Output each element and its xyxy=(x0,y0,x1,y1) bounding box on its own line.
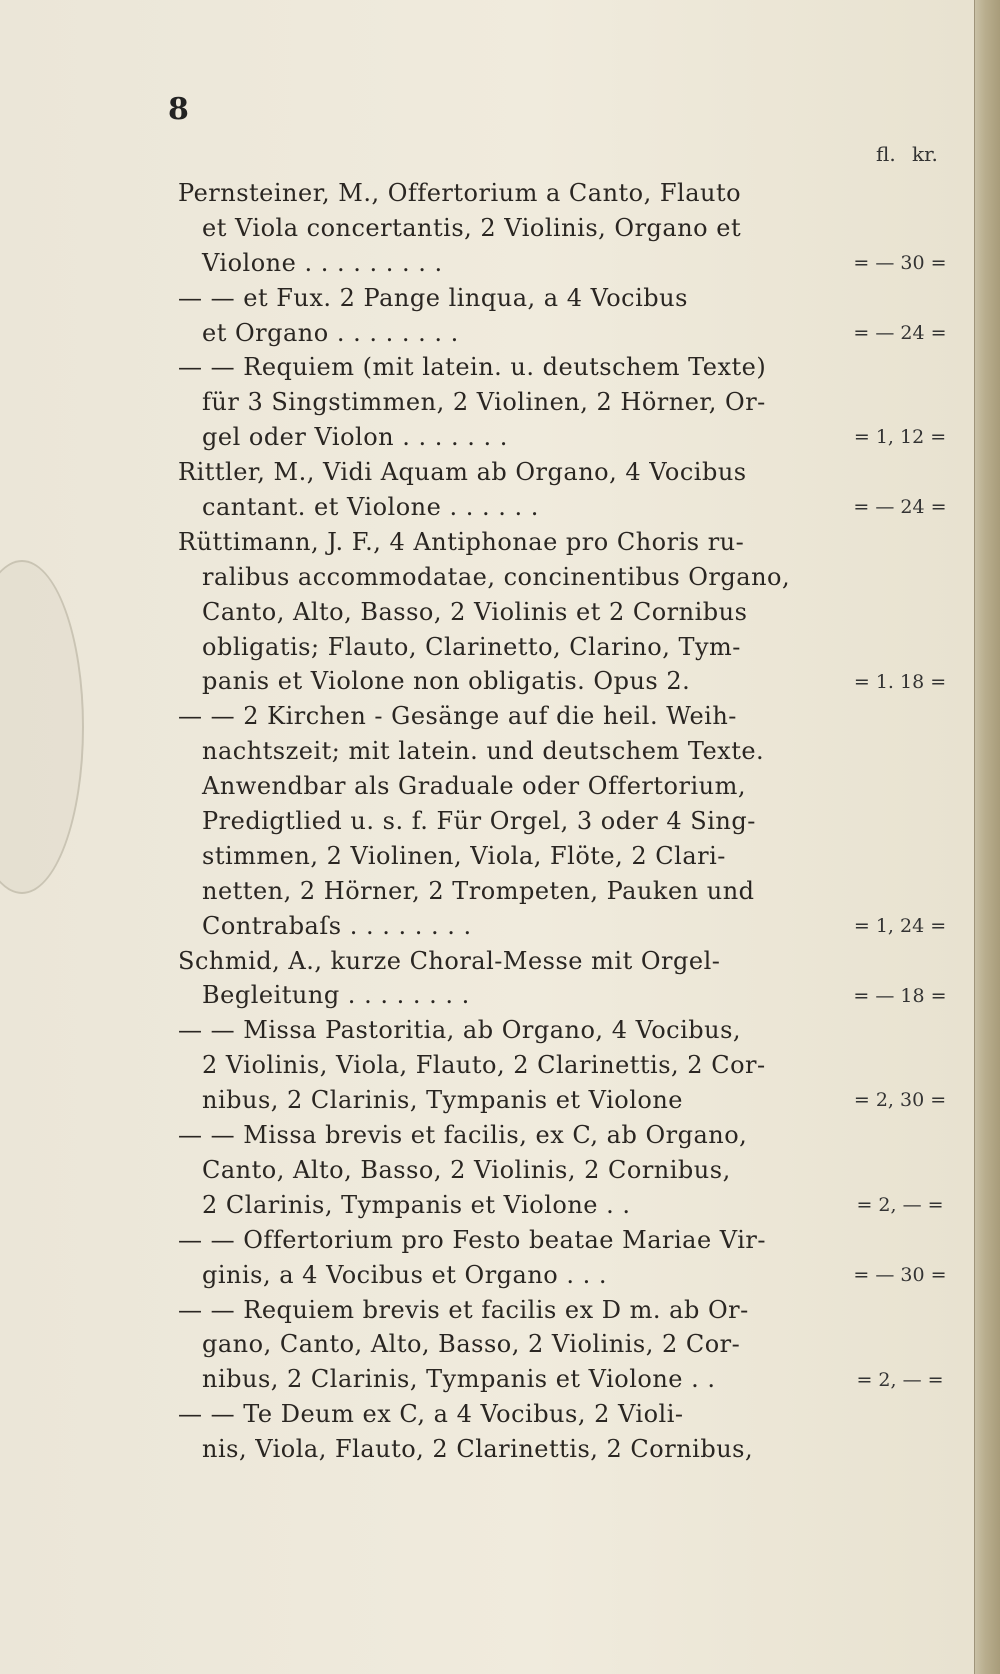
price-entry: = — 30 = xyxy=(853,1263,947,1286)
catalog-line: Predigtlied u. s. f. Für Orgel, 3 oder 4 Sing- xyxy=(202,807,756,836)
catalog-line: Rüttimann, J. F., 4 Antiphonae pro Choris ru- xyxy=(178,527,745,556)
price-entry: = 2, 30 = xyxy=(853,1089,947,1112)
catalog-line: et Viola concertantis, 2 Violinis, Organo et xyxy=(202,213,742,242)
catalog-line: — — Requiem brevis et facilis ex D m. ab Or- xyxy=(178,1295,749,1324)
catalog-line: nis, Viola, Flauto, 2 Clarinettis, 2 Cornibus, xyxy=(202,1435,754,1464)
catalog-line: Schmid, A., kurze Choral-Messe mit Orgel- xyxy=(178,946,721,975)
catalog-line: Pernsteiner, M., Offertorium a Canto, Flauto xyxy=(178,179,742,207)
book-spine xyxy=(974,0,1000,1674)
catalog-line: cantant. et Violone . . . . . . xyxy=(202,493,539,522)
catalog-line: gel oder Violon . . . . . . . xyxy=(202,423,508,452)
price-entry: = — 18 = xyxy=(853,984,947,1007)
price-entry: = 1, 24 = xyxy=(853,914,947,937)
price-entry: = 1, 12 = xyxy=(853,426,947,449)
catalog-line: nibus, 2 Clarinis, Tympanis et Violone . . xyxy=(202,1365,716,1394)
catalog-line: ginis, a 4 Vocibus et Organo . . . xyxy=(202,1260,608,1289)
catalog-line: — — Requiem (mit latein. u. deutschem Texte) xyxy=(178,353,767,382)
column-header-fl: fl. xyxy=(876,142,896,166)
page-number: 8 xyxy=(168,92,189,127)
catalog-line: Violone . . . . . . . . . xyxy=(202,248,443,277)
catalog-line: — — et Fux. 2 Pange linqua, a 4 Vocibus xyxy=(178,283,688,312)
catalog-line: ralibus accommodatae, concinentibus Organo, xyxy=(202,562,791,591)
catalog-line: Canto, Alto, Basso, 2 Violinis, 2 Cornibus, xyxy=(202,1155,731,1184)
catalog-line: Begleitung . . . . . . . . xyxy=(202,981,470,1010)
price-entry: = 2, — = xyxy=(856,1194,944,1217)
price-entry: = — 24 = xyxy=(853,321,947,344)
price-entry: = — 30 = xyxy=(853,251,947,274)
price-entry: = 1. 18 = xyxy=(853,670,947,693)
catalog-line: Anwendbar als Graduale oder Offertorium, xyxy=(202,772,746,801)
catalog-line: Rittler, M., Vidi Aquam ab Organo, 4 Vocibus xyxy=(178,458,747,487)
catalog-line: 2 Clarinis, Tympanis et Violone . . xyxy=(202,1190,631,1219)
catalog-line: gano, Canto, Alto, Basso, 2 Violinis, 2 Cor- xyxy=(202,1330,741,1359)
catalog-line: Contrabaſs . . . . . . . . xyxy=(202,911,472,940)
catalog-line: netten, 2 Hörner, 2 Trompeten, Pauken und xyxy=(202,876,755,905)
catalog-line: für 3 Singstimmen, 2 Violinen, 2 Hörner, Or- xyxy=(202,388,766,417)
catalog-line: nibus, 2 Clarinis, Tympanis et Violone xyxy=(202,1086,683,1115)
catalog-line: — — Missa brevis et facilis, ex C, ab Organo, xyxy=(178,1121,748,1150)
catalog-line: et Organo . . . . . . . . xyxy=(202,318,459,347)
catalog-line: nachtszeit; mit latein. und deutschem Texte. xyxy=(202,737,765,766)
catalog-line: obligatis; Flauto, Clarinetto, Clarino, Tym- xyxy=(202,632,741,661)
catalog-line: Canto, Alto, Basso, 2 Violinis et 2 Cornibus xyxy=(202,597,748,626)
catalog-entries xyxy=(178,176,858,1467)
price-entry: = — 24 = xyxy=(853,496,947,519)
catalog-line: panis et Violone non obligatis. Opus 2. xyxy=(202,667,691,696)
catalog-line: 2 Violinis, Viola, Flauto, 2 Clarinettis, 2 Cor- xyxy=(202,1051,766,1080)
catalog-line: — — Missa Pastoritia, ab Organo, 4 Vocibus, xyxy=(178,1016,742,1045)
catalog-line: — — Offertorium pro Festo beatae Mariae Vir- xyxy=(178,1225,766,1254)
catalog-line: — — 2 Kirchen - Gesänge auf die heil. Weih- xyxy=(178,702,737,731)
catalog-line: — — Te Deum ex C, a 4 Vocibus, 2 Violi- xyxy=(178,1400,684,1429)
price-entry: = 2, — = xyxy=(856,1368,944,1391)
column-header-kr: kr. xyxy=(912,142,938,166)
page-shadow xyxy=(0,560,84,894)
catalog-line: stimmen, 2 Violinen, Viola, Flöte, 2 Clari- xyxy=(202,841,726,870)
